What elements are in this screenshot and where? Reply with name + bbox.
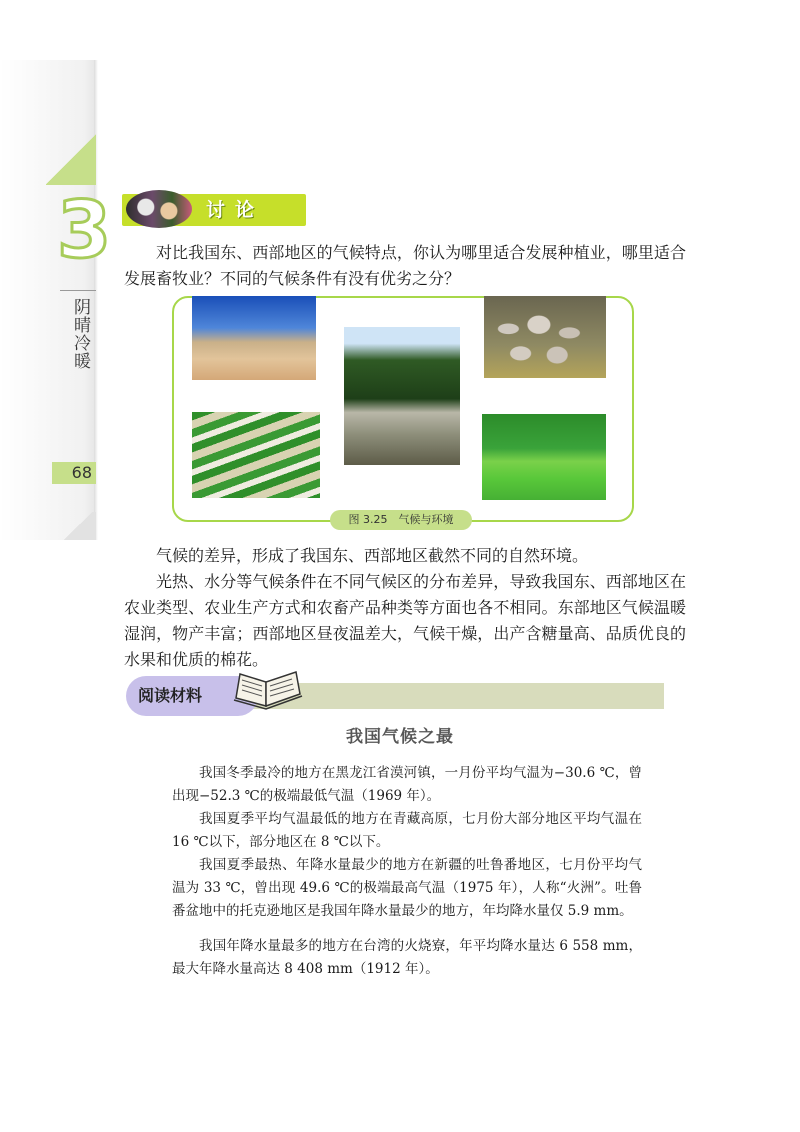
reading-heading: 我国气候之最 — [346, 727, 454, 747]
reading-paragraph: 我国冬季最冷的地方在黑龙江省漠河镇，一月份平均气温为−30.6 ℃，曾出现−52.3 ℃的极端最低气温（1969 年）。 — [172, 765, 642, 804]
chapter-number: 3 — [57, 186, 112, 276]
open-book-icon — [232, 668, 306, 712]
discussion-question: 对比我国东、西部地区的气候特点，你认为哪里适合发展种植业，哪里适合发展畜牧业？不同的气候条件有没有优劣之分？ — [124, 243, 686, 288]
body-paragraph: 光热、水分等气候条件在不同气候区的分布差异，导致我国东、西部地区在农业类型、农业生产方式和农畜产品种类等方面也各不相同。东部地区气候温暖湿润，物产丰富；西部地区昼夜温差大，气候干燥，出产含糖量高、品质优良的水果和优质的棉花。 — [124, 572, 686, 669]
discussion-photo — [126, 190, 192, 228]
reading-label: 阅读材料 — [138, 686, 203, 705]
desert-photo — [192, 296, 316, 380]
farmland-photo — [192, 412, 320, 498]
reading-paragraph: 我国夏季平均气温最低的地方在青藏高原，七月份大部分地区平均气温在 16 ℃以下，部分地区在 8 ℃以下。 — [172, 811, 642, 850]
forest-valley-photo — [344, 327, 460, 465]
page-number: 68 — [71, 463, 92, 482]
chapter-divider — [60, 290, 96, 291]
reading-header-bar — [250, 683, 664, 709]
discussion-title: 讨论 — [206, 199, 265, 221]
reading-paragraph: 我国夏季最热、年降水量最少的地方在新疆的吐鲁番地区，七月份平均气温为 33 ℃，曾出现 49.6 ℃的极端最高气温（1975 年），人称“火洲”。吐鲁番盆地中的托克逊地区是我国年降水量最少的地方，年均降水量仅 5.9 mm。 — [172, 857, 642, 919]
page-corner-fold — [60, 512, 96, 540]
sheep-photo — [484, 296, 606, 378]
green-lake-photo — [482, 414, 606, 500]
chapter-tab-triangle — [46, 133, 96, 185]
reading-paragraph: 我国年降水量最多的地方在台湾的火烧寮，年平均降水量达 6 558 mm，最大年降水量高达 8 408 mm（1912 年）。 — [172, 938, 642, 977]
body-paragraph: 气候的差异，形成了我国东、西部地区截然不同的自然环境。 — [156, 546, 589, 565]
chapter-title: 阴晴冷暖 — [70, 298, 90, 370]
figure-caption: 图 3.25 气候与环境 — [330, 510, 472, 530]
